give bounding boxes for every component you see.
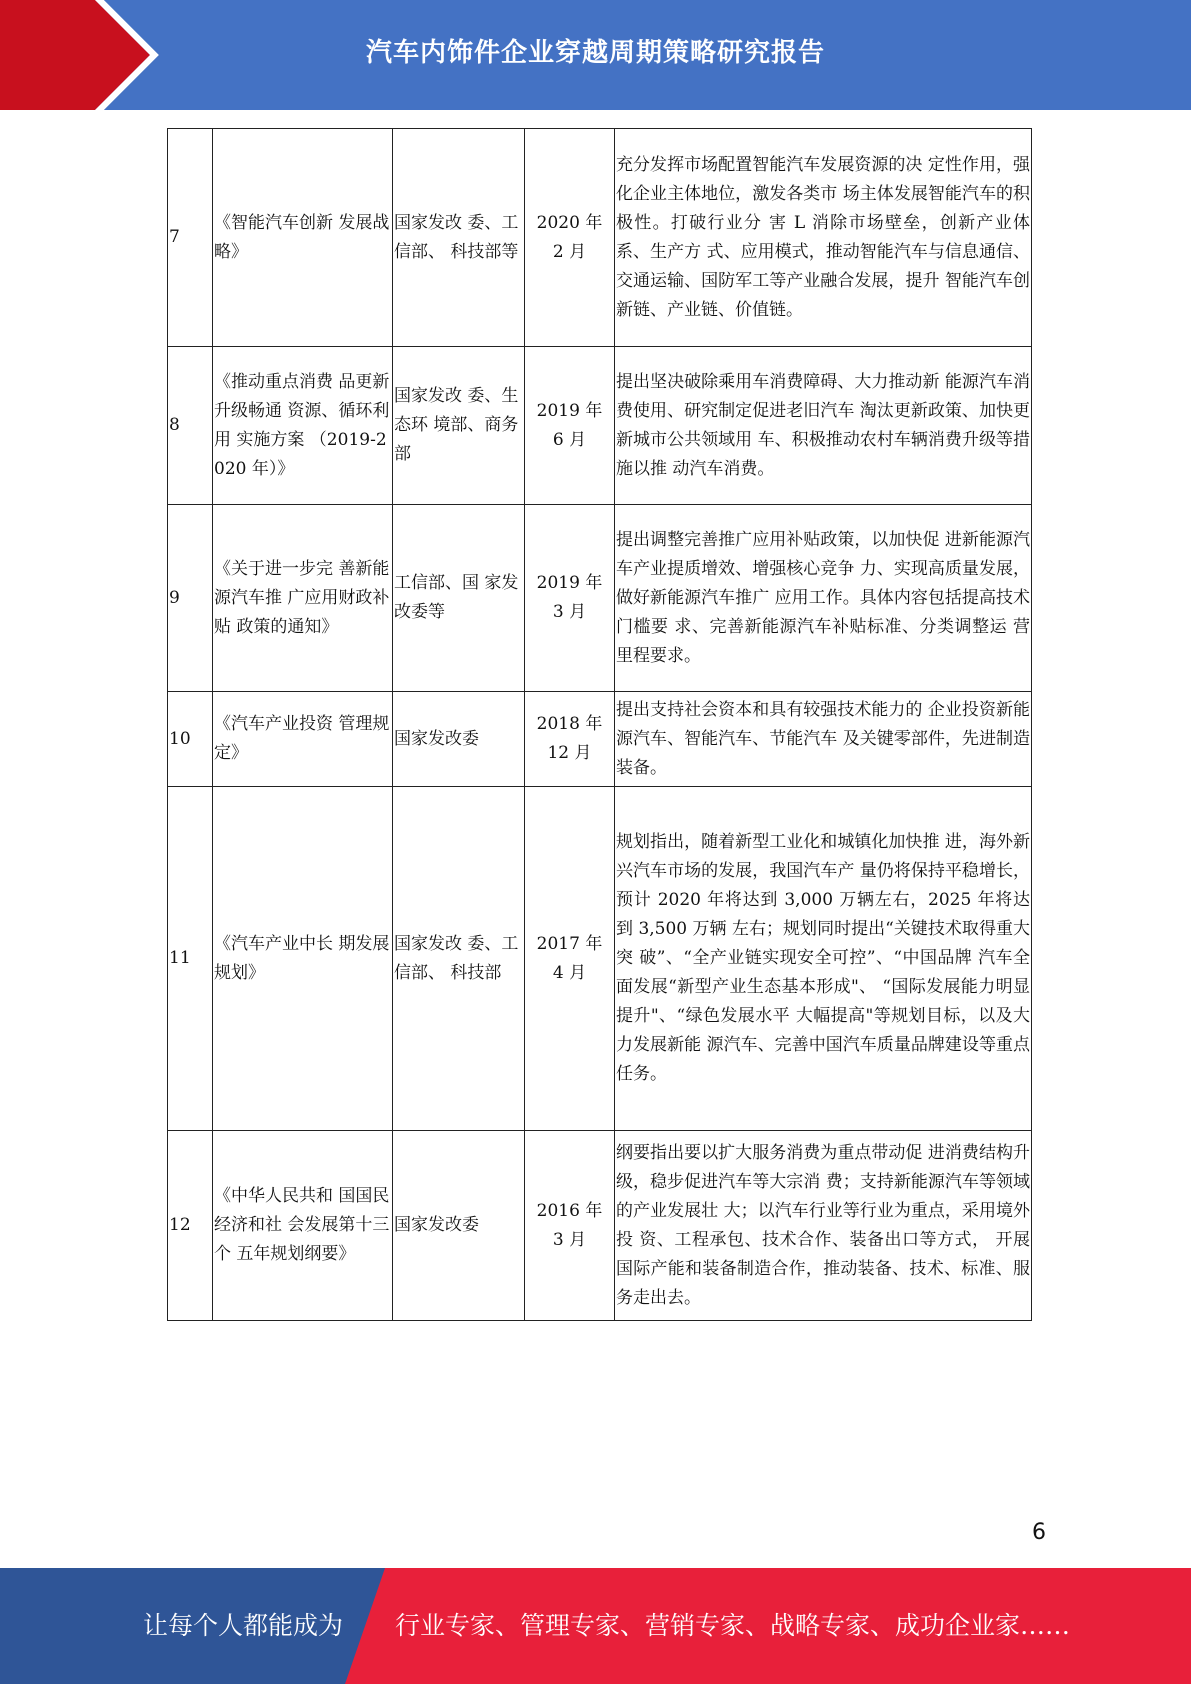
issue-month: 3 月 bbox=[552, 602, 587, 622]
issuing-department: 国家发改 委、工信部、 科技部 bbox=[393, 787, 525, 1131]
issue-date bbox=[525, 692, 615, 787]
policy-description: 充分发挥市场配置智能汽车发展资源的决 定性作用，强化企业主体地位，激发各类市 场主体发展智能汽车的积极性。打破行业分 害 L 消除市场壁垒，创新产业体系、生产方 式、应用模式，推动智能汽车与信息通信、 交通运输、国防军工等产业融合发展，提升 智能汽车创新链、产业链、价值链。 bbox=[615, 129, 1032, 347]
row-number: 8 bbox=[168, 347, 213, 505]
policy-description: 提出支持社会资本和具有较强技术能力的 企业投资新能源汽车、智能汽车、节能汽车 及关键零部件，先进制造装备。 bbox=[615, 692, 1032, 787]
row-number: 11 bbox=[168, 787, 213, 1131]
issue-month: 2 月 bbox=[552, 241, 587, 262]
issue-date bbox=[525, 347, 615, 505]
row-number: 9 bbox=[168, 505, 213, 692]
table-row bbox=[168, 347, 1032, 505]
policy-table bbox=[167, 128, 1032, 1321]
policy-description: 提出坚决破除乘用车消费障碍、大力推动新 能源汽车消费使用、研究制定促进老旧汽车 淘汰更新政策、加快更新城市公共领域用 车、积极推动农村车辆消费升级等措施以推 动汽车消费。 bbox=[615, 347, 1032, 505]
table-row bbox=[168, 787, 1032, 1131]
issue-date bbox=[525, 1131, 615, 1321]
issue-month: 6 月 bbox=[552, 429, 587, 450]
table-row bbox=[168, 505, 1032, 692]
policy-description: 纲要指出要以扩大服务消费为重点带动促 进消费结构升级，稳步促进汽车等大宗消 费；支持新能源汽车等领域的产业发展壮 大；以汽车行业等行业为重点，采用境外投 资、工程承包、技术合作、装备出口等方式， 开展国际产能和装备制造合作，推动装备、技术、标准、服务走出去。 bbox=[615, 1131, 1032, 1321]
policy-name: 《推动重点消费 品更新升级畅通 资源、循环利用 实施方案 （2019-2020 年）》 bbox=[213, 347, 393, 505]
policy-name: 《中华人民共和 国国民经济和社 会发展第十三个 五年规划纲要》 bbox=[213, 1131, 393, 1321]
row-number: 10 bbox=[168, 692, 213, 787]
page-number: 6 bbox=[1032, 1520, 1046, 1545]
issue-date bbox=[525, 129, 615, 347]
issuing-department: 国家发改 委、生态环 境部、商务 部 bbox=[393, 347, 525, 505]
issue-month: 3 月 bbox=[552, 1229, 587, 1250]
row-number: 12 bbox=[168, 1131, 213, 1321]
issue-year: 2019 年 bbox=[536, 400, 603, 421]
table-row bbox=[168, 1131, 1032, 1321]
policy-name: 《关于进一步完 善新能源汽车推 广应用财政补贴 政策的通知》 bbox=[213, 505, 393, 692]
table-row bbox=[168, 692, 1032, 787]
issue-month: 12 月 bbox=[547, 743, 592, 763]
issue-date bbox=[525, 505, 615, 692]
issue-year: 2019 年 bbox=[536, 573, 603, 593]
policy-name: 《汽车产业投资 管理规定》 bbox=[213, 692, 393, 787]
page-footer bbox=[0, 1568, 1191, 1684]
issue-year: 2017 年 bbox=[536, 933, 603, 954]
issuing-department: 工信部、国 家发改委等 bbox=[393, 505, 525, 692]
policy-description: 规划指出，随着新型工业化和城镇化加快推 进，海外新兴汽车市场的发展，我国汽车产 量仍将保持平稳增长，预计 2020 年将达到 3,000 万辆左右，2025 年将达到 3,500 万辆 左右；规划同时提出“关键技术取得重大突 破”、“全产业链实现安全可控”、“中国品牌 汽车全面发展“新型产业生态基本形成"、 “国际发展能力明显提升"、“绿色发展水平 大幅提高"等规划目标，以及大力发展新能 源汽车、完善中国汽车质量品牌建设等重点 任务。 bbox=[615, 787, 1032, 1131]
issue-year: 2016 年 bbox=[536, 1200, 603, 1221]
issuing-department: 国家发改 委、工信部、 科技部等 bbox=[393, 129, 525, 347]
issuing-department: 国家发改委 bbox=[393, 1131, 525, 1321]
policy-description: 提出调整完善推广应用补贴政策，以加快促 进新能源汽车产业提质增效、增强核心竞争 力、实现高质量发展，做好新能源汽车推广 应用工作。具体内容包括提高技术门槛要 求、完善新能源汽车补贴标准、分类调整运 营里程要求。 bbox=[615, 505, 1032, 692]
issue-year: 2020 年 bbox=[536, 212, 603, 233]
policy-name: 《智能汽车创新 发展战略》 bbox=[213, 129, 393, 347]
issue-date bbox=[525, 787, 615, 1131]
report-title: 汽车内饰件企业穿越周期策略研究报告 bbox=[365, 37, 825, 68]
policy-name: 《汽车产业中长 期发展规划》 bbox=[213, 787, 393, 1131]
table-row bbox=[168, 129, 1032, 347]
issuing-department: 国家发改委 bbox=[393, 692, 525, 787]
issue-year: 2018 年 bbox=[536, 714, 603, 734]
page-header bbox=[0, 0, 1191, 110]
footer-slogan-left: 让每个人都能成为 bbox=[143, 1611, 344, 1640]
issue-month: 4 月 bbox=[552, 962, 587, 983]
row-number: 7 bbox=[168, 129, 213, 347]
footer-slogan-right: 行业专家、管理专家、营销专家、战略专家、成功企业家…… bbox=[395, 1611, 1071, 1640]
